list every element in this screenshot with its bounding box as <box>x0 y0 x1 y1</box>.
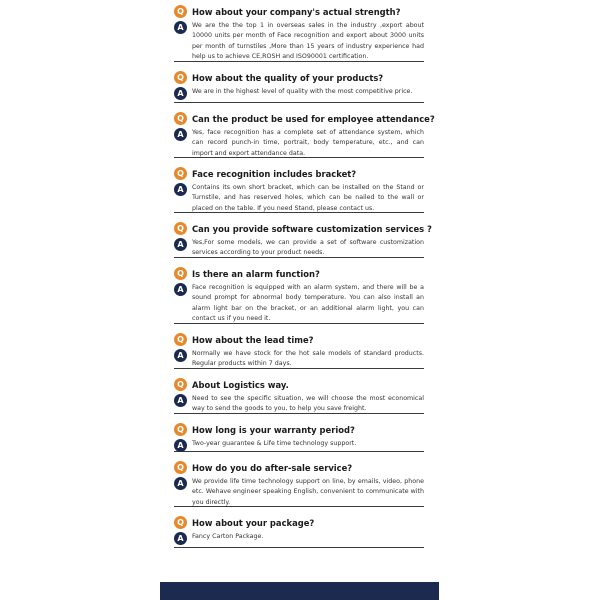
faq-question: Can the product be used for employee attendance? <box>192 113 435 124</box>
faq-question-row <box>174 3 424 20</box>
faq-answer-row <box>174 127 424 159</box>
a-badge-icon: A <box>174 283 187 296</box>
faq-answer: Normally we have stock for the hot sale models of standard products. Regular products within 7 days. <box>192 350 424 368</box>
faq-answer-row <box>174 282 424 324</box>
faq-answer: Face recognition is equipped with an alarm system, and there will be a sound prompt for abnormal body temperature. You can also install an alarm light bar on the bracket, or an additional alarm light, you can contact us if you need it. <box>192 284 424 322</box>
q-badge-icon: Q <box>174 461 187 474</box>
faq-list <box>174 0 435 543</box>
faq-question-row <box>174 331 424 348</box>
faq-answer-row <box>174 438 424 452</box>
faq-question: How about your package? <box>192 517 315 528</box>
faq-question-row <box>174 69 424 86</box>
a-badge-icon: A <box>174 439 187 452</box>
faq-question-row <box>174 514 424 531</box>
faq-item <box>174 69 424 103</box>
footer-bar <box>160 582 439 600</box>
faq-question-row <box>174 376 424 393</box>
faq-answer: Contains its own short bracket, which can be installed on the Stand or Turnstile, and has reserved holes, which can be nailed to the wall or placed on the table. If you need Stand, please contact us. <box>192 184 424 212</box>
faq-answer-row <box>174 86 424 100</box>
faq-question-row <box>174 220 432 237</box>
faq-question-row <box>174 265 424 282</box>
q-badge-icon: Q <box>174 71 187 84</box>
q-badge-icon: Q <box>174 516 187 529</box>
faq-item <box>174 265 424 324</box>
faq-answer: Need to see the specific situation, we will choose the most economical way to send the goods to you, to help you save freight. <box>192 395 424 413</box>
faq-answer: Yes,For some models, we can provide a set of software customization services according to your product needs. <box>192 239 424 257</box>
faq-item <box>174 220 432 258</box>
faq-question-row <box>174 459 424 476</box>
q-badge-icon: Q <box>174 267 187 280</box>
faq-question: Can you provide software customization services ? <box>192 223 432 234</box>
faq-answer-row <box>174 393 424 415</box>
a-badge-icon: A <box>174 128 187 141</box>
faq-answer: Two-year guarantee & Life time technology support. <box>192 440 357 447</box>
faq-question-row <box>174 165 424 182</box>
faq-item <box>174 459 424 507</box>
faq-answer: We provide life time technology support on line, by emails, video, phone etc. Wehave engineer speaking English, convenient to communicate with you directly. <box>192 478 424 506</box>
faq-item <box>174 165 424 213</box>
faq-item <box>174 376 424 414</box>
q-badge-icon: Q <box>174 423 187 436</box>
a-badge-icon: A <box>174 238 187 251</box>
a-badge-icon: A <box>174 532 187 545</box>
faq-question-row <box>174 110 435 127</box>
a-badge-icon: A <box>174 183 187 196</box>
a-badge-icon: A <box>174 477 187 490</box>
a-badge-icon: A <box>174 87 187 100</box>
q-badge-icon: Q <box>174 378 187 391</box>
faq-question: How about the quality of your products? <box>192 72 384 83</box>
faq-item <box>174 514 424 548</box>
faq-item <box>174 421 424 452</box>
faq-question: How about your company's actual strength? <box>192 6 401 17</box>
faq-question: About Logistics way. <box>192 379 289 390</box>
faq-answer: We are the the top 1 in overseas sales in the industry ,export about 10000 units per month of Face recognition and export about 3000 units per month of turnstiles ,More than 15 years of industry experience had help us to achieve CE,ROSH and ISO90001 certification. <box>192 22 424 60</box>
faq-answer-row <box>174 476 424 508</box>
faq-answer: We are in the highest level of quality with the most competitive price. <box>192 88 413 95</box>
q-badge-icon: Q <box>174 5 187 18</box>
q-badge-icon: Q <box>174 112 187 125</box>
faq-item <box>174 331 424 369</box>
faq-item <box>174 3 424 62</box>
faq-question: How long is your warranty period? <box>192 424 355 435</box>
q-badge-icon: Q <box>174 333 187 346</box>
faq-item <box>174 110 435 158</box>
q-badge-icon: Q <box>174 167 187 180</box>
faq-answer: Yes, face recognition has a complete set of attendance system, which can record punch-in time, portrait, body temperature, etc., and can import and export attendance data. <box>192 129 424 157</box>
q-badge-icon: Q <box>174 222 187 235</box>
faq-question: Is there an alarm function? <box>192 268 320 279</box>
a-badge-icon: A <box>174 21 187 34</box>
faq-answer-row <box>174 531 424 545</box>
faq-question-row <box>174 421 424 438</box>
faq-question: How do you do after-sale service? <box>192 462 353 473</box>
faq-question: How about the lead time? <box>192 334 314 345</box>
faq-answer: Fancy Carton Package. <box>192 533 264 540</box>
faq-answer-row <box>174 20 424 62</box>
faq-answer-row <box>174 237 424 259</box>
faq-answer-row <box>174 348 424 370</box>
faq-question: Face recognition includes bracket? <box>192 168 357 179</box>
a-badge-icon: A <box>174 349 187 362</box>
faq-answer-row <box>174 182 424 214</box>
a-badge-icon: A <box>174 394 187 407</box>
